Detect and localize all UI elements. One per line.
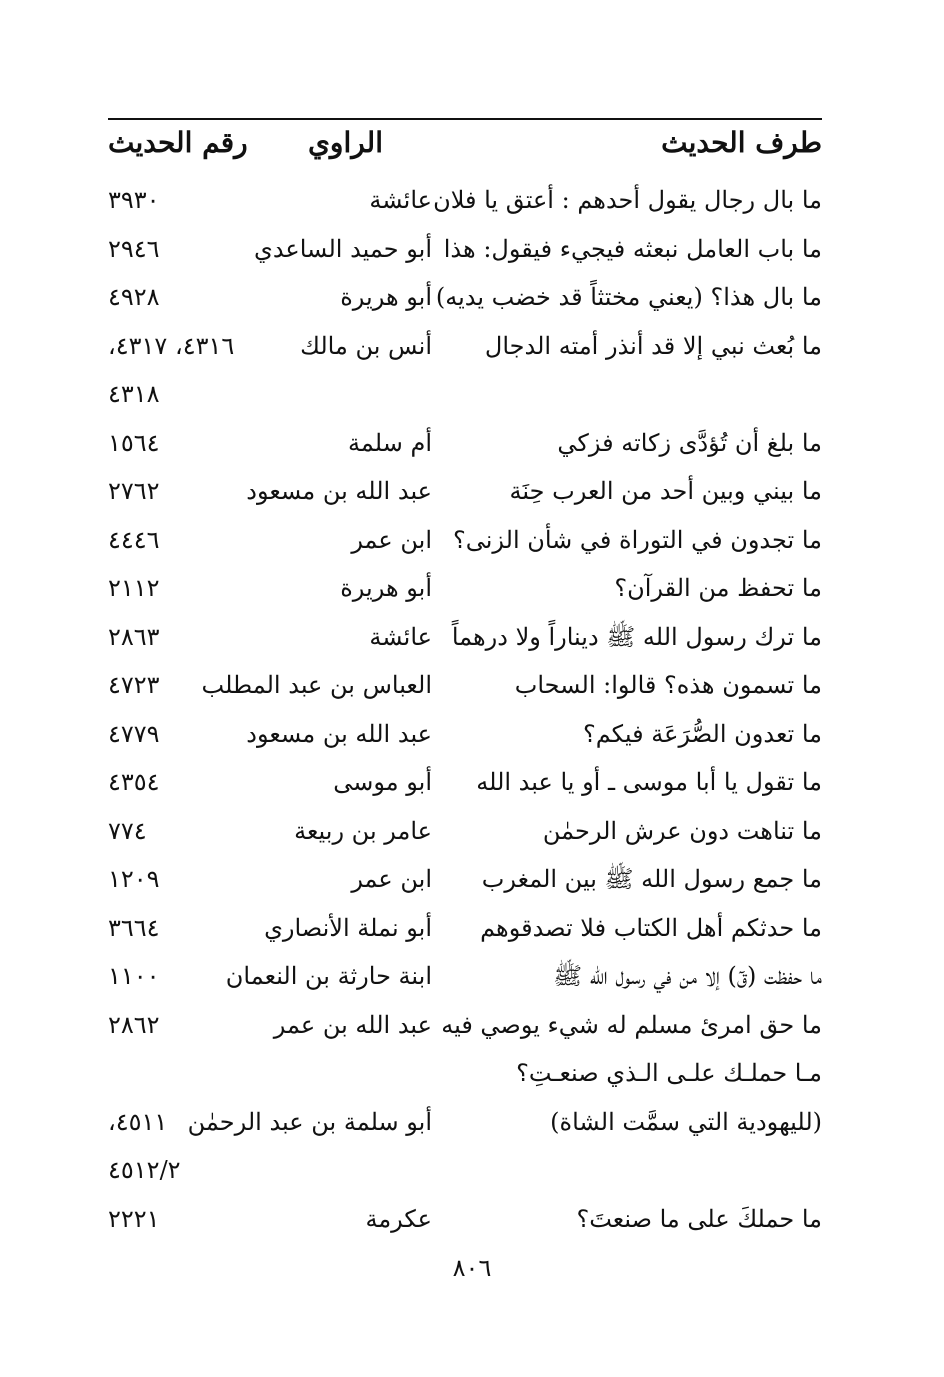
narrator-name: ابن عمر [351, 525, 432, 554]
hadith-number: ١١٠٠ [108, 962, 160, 990]
header-narrator: الراوي [308, 126, 383, 159]
table-row [0, 904, 944, 953]
narrator-name: عكرمة [365, 1204, 432, 1233]
narrator-name: أبو هريرة [340, 574, 432, 602]
table-row [0, 176, 944, 225]
hadith-start-text: ما جمع رسول الله ﷺ بين المغرب [481, 865, 822, 893]
narrator-name: عبد الله بن مسعود [246, 477, 432, 505]
hadith-number: ٤٧٧٩ [108, 719, 160, 748]
hadith-start-text: ما حدثكم أهل الكتاب فلا تصدقوهم [480, 913, 822, 942]
narrator-name: أبو نملة الأنصاري [264, 913, 432, 942]
table-row [0, 370, 944, 419]
hadith-start-text: ما تعدون الصُّرَعَة فيكم؟ [582, 719, 822, 748]
table-row [0, 322, 944, 371]
table-row [0, 661, 944, 710]
hadith-start-text: ما تقول يا أبا موسى ـ أو يا عبد الله [476, 768, 822, 796]
hadith-number: ٤٣١٦، ٤٣١٧، [108, 331, 235, 360]
hadith-start-text: ما تسمون هذه؟ قالوا: السحاب [514, 671, 822, 699]
top-rule [108, 118, 822, 120]
hadith-start-text: ما حفظت (قٓ) إلا من في رسول الله ﷺ [553, 962, 822, 990]
hadith-start-text: ما تناهت دون عرش الرحمٰن [542, 816, 822, 845]
table-row [0, 225, 944, 274]
hadith-number: ٤٥١١، [108, 1107, 168, 1136]
narrator-name: أبو موسى [333, 768, 432, 796]
hadith-start-text: ما بيني وبين أحد من العرب حِنَة [509, 477, 822, 505]
table-row [0, 273, 944, 322]
hadith-number: ٢٩٤٦ [108, 234, 160, 263]
hadith-start-text: ما تجدون في التوراة في شأن الزنى؟ [452, 525, 822, 554]
hadith-start-text: ما بُعث نبي إلا قد أنذر أمته الدجال [484, 331, 822, 360]
hadith-number: ٤٥١٢/٢ [108, 1156, 181, 1184]
table-row [0, 467, 944, 516]
narrator-name: أبو سلمة بن عبد الرحمٰن [187, 1107, 432, 1136]
table-row [0, 1098, 944, 1147]
hadith-number: ٤٤٤٦ [108, 525, 160, 554]
hadith-number: ٤٩٢٨ [108, 283, 160, 311]
hadith-start-text: ما باب العامل نبعثه فيجيء فيقول: هذا [443, 234, 822, 263]
narrator-name: عامر بن ربيعة [294, 816, 432, 845]
hadith-number: ٧٧٤ [108, 816, 147, 845]
hadith-number: ٢١١٢ [108, 574, 160, 602]
hadith-number: ٢٨٦٣ [108, 622, 160, 651]
narrator-name: ابن عمر [351, 865, 432, 893]
narrator-name: أبو حميد الساعدي [254, 234, 432, 263]
hadith-number: ٢٧٦٢ [108, 477, 160, 505]
narrator-name: أنس بن مالك [300, 331, 432, 360]
hadith-index-table [0, 176, 944, 1243]
hadith-start-text: ما حملكَ على ما صنعتَ؟ [576, 1204, 822, 1233]
header-hadith-number: رقم الحديث [108, 126, 248, 159]
hadith-start-text: (لليهودية التي سمَّت الشاة) [550, 1107, 822, 1136]
hadith-number: ٣٩٣٠ [108, 186, 160, 214]
narrator-name: أم سلمة [348, 428, 432, 457]
narrator-name: العباس بن عبد المطلب [201, 671, 432, 699]
narrator-name: عبد الله بن مسعود [246, 719, 432, 748]
table-row [0, 1001, 944, 1050]
table-row [0, 1049, 944, 1098]
table-row [0, 1146, 944, 1195]
hadith-start-text: مـا حملـك علـى الـذي صنعـتِ؟ [516, 1059, 822, 1087]
narrator-name: عائشة [369, 622, 432, 651]
header-hadith-start: طرف الحديث [661, 126, 822, 159]
table-row [0, 1195, 944, 1244]
table-row [0, 952, 944, 1001]
table-row [0, 758, 944, 807]
hadith-start-text: ما ترك رسول الله ﷺ ديناراً ولا درهماً [451, 622, 822, 651]
hadith-start-text: ما تحفظ من القرآن؟ [614, 574, 822, 602]
hadith-number: ١٢٠٩ [108, 865, 160, 893]
hadith-start-text: ما بال رجال يقول أحدهم : أعتق يا فلان [433, 186, 822, 214]
table-row [0, 564, 944, 613]
hadith-number: ٤٣١٨ [108, 380, 160, 408]
hadith-number: ٤٣٥٤ [108, 768, 160, 796]
table-row [0, 419, 944, 468]
hadith-start-text: ما بلغ أن تُؤدَّى زكاته فزكي [557, 428, 822, 457]
table-row [0, 807, 944, 856]
narrator-name: ابنة حارثة بن النعمان [225, 962, 432, 990]
hadith-number: ١٥٦٤ [108, 428, 160, 457]
hadith-start-text: ما حق امرئ مسلم له شيء يوصي فيه [441, 1010, 822, 1039]
hadith-number: ٢٢٢١ [108, 1204, 160, 1233]
hadith-number: ٤٧٢٣ [108, 671, 160, 699]
table-row [0, 516, 944, 565]
hadith-number: ٢٨٦٢ [108, 1010, 160, 1039]
narrator-name: عبد الله بن عمر [273, 1010, 432, 1039]
hadith-number: ٣٦٦٤ [108, 913, 160, 942]
table-row [0, 613, 944, 662]
narrator-name: عائشة [369, 186, 432, 214]
table-row [0, 855, 944, 904]
page-number: ٨٠٦ [452, 1254, 492, 1282]
hadith-start-text: ما بال هذا؟ (يعني مختثاً قد خضب يديه) [435, 283, 822, 311]
table-row [0, 710, 944, 759]
narrator-name: أبو هريرة [340, 283, 432, 311]
